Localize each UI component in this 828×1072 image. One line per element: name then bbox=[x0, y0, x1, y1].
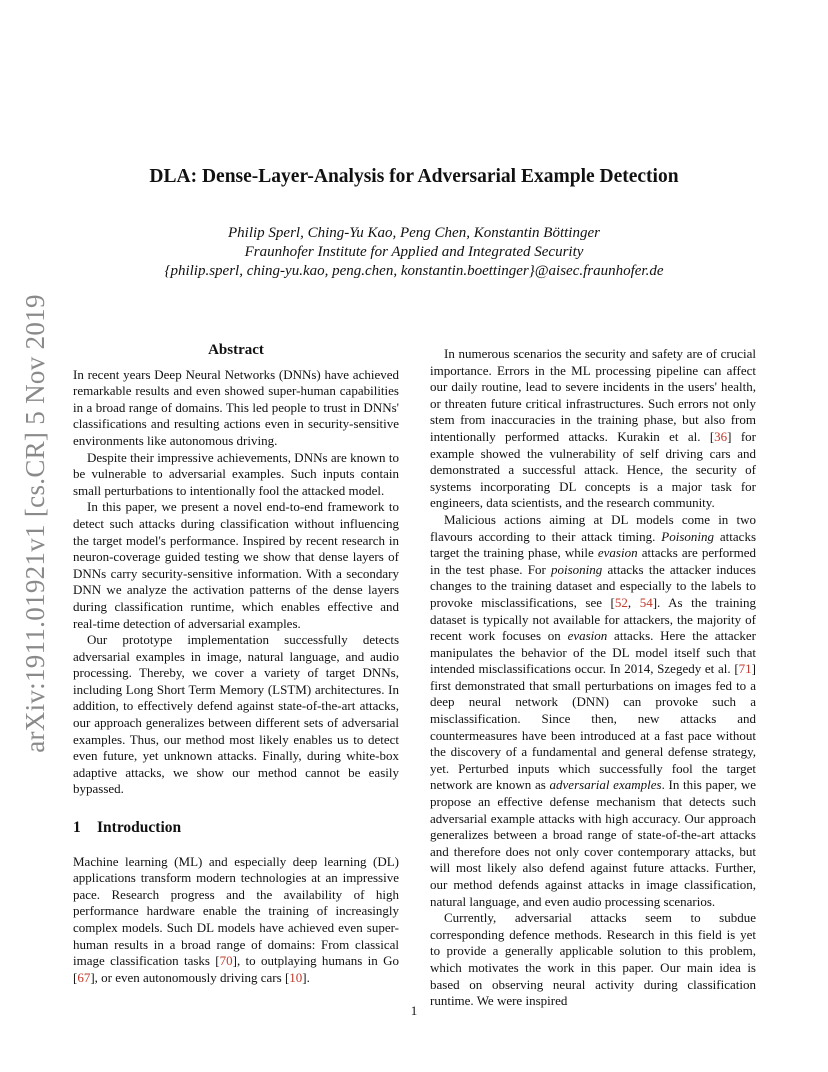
citation-link[interactable]: 10 bbox=[289, 969, 303, 985]
body-paragraph: Currently, adversarial attacks seem to subdue corresponding defence methods. Research in this field is yet to provide a generally applicable solution to this problem, which motivates the work in this paper. Our main idea is based on observing neural activity during classification runtime. We were inspired bbox=[430, 910, 756, 1009]
citation-link[interactable]: 52 bbox=[614, 594, 628, 610]
citation-link[interactable]: 36 bbox=[714, 428, 728, 444]
abstract-paragraph: In recent years Deep Neural Networks (DNNs) have achieved remarkable results and even showed super-human capabilities in a broad range of domains. This led people to trust in DNNs' classifications and resulting actions even in security-sensitive environments like autonomous driving. bbox=[73, 366, 399, 448]
section-number: 1 bbox=[73, 819, 81, 837]
left-column bbox=[73, 342, 399, 986]
abstract-heading: Abstract bbox=[208, 342, 264, 358]
author-affiliation: Fraunhofer Institute for Applied and Integrated Security bbox=[244, 244, 584, 260]
abstract-paragraph: Despite their impressive achievements, DNNs are known to be vulnerable to adversarial examples. Such inputs contain small perturbations to intentionally fool the attacked model. bbox=[73, 449, 399, 498]
abstract-paragraph: In this paper, we present a novel end-to-end framework to detect such attacks during classification without influencing the target model's performance. Inspired by recent research in neuron-coverage guided testing we show that dense layers of DNNs carry security-sensitive information. With a secondary DNN we analyze the activation patterns of the dense layers during classification runtime, which enables effective and real-time detection of adversarial examples. bbox=[73, 499, 399, 631]
arxiv-identifier-text: arXiv:1911.01921v1 [cs.CR] 5 Nov 2019 bbox=[19, 293, 50, 753]
section-title: Introduction bbox=[97, 819, 182, 837]
citation-link[interactable]: 71 bbox=[738, 661, 752, 677]
body-paragraph: Malicious actions aiming at DL models come in two flavours according to their attack timing. Poisoning attacks target the training phase, while evasion attacks are performed in the test phase. For poisoning attacks the attacker induces changes to the training dataset and especially to the labels to provoke misclassifications, see [52, 54]. As the training dataset is typically not available for attackers, the majority of recent work focuses on evasion attacks. Here the attacker manipulates the behavior of the DL model itself such that intended misclassifications occur. In 2014, Szegedy et al. [71] first demonstrated that small perturbations on images fed to a deep neural network (DNN) can provoke such a misclassification. Since then, new attacks and countermeasures have been introduced at a fast pace without the discovery of a fundamental and general defense strategy, yet. Perturbed inputs which successfully fool the target network are known as adversarial examples. In this paper, we propose an effective defense mechanism that detects such adversarial example attacks with high accuracy. Our approach generalizes between a broad range of state-of-the-art attacks and therefore does not only cover contemporary attacks, but will most likely also defend against future attacks. Further, our method defends against attacks in image classification, natural language, and even audio processing scenarios. bbox=[430, 511, 757, 909]
arxiv-identifier-stamp bbox=[20, 288, 50, 758]
citation-link[interactable]: 70 bbox=[219, 953, 233, 969]
author-block bbox=[0, 224, 828, 281]
page-number: 1 bbox=[410, 1003, 418, 1018]
body-paragraph: In numerous scenarios the security and safety are of crucial importance. Errors in the ML processing pipeline can affect our daily routine, lead to severe incidents in the users' health, or threaten future critical infrastructures. Such errors not only stem from inaccuracies in the training phase, but also from intentionally performed attacks. Kurakin et al. [36] for example showed the vulnerability of self driving cars and demonstrated a successful attack. Hence, the security of systems incorporating DL concepts is a major task for engineers, data scientists, and the research community. bbox=[430, 346, 756, 511]
citation-link[interactable]: 67 bbox=[77, 969, 91, 985]
author-emails: {philip.sperl, ching-yu.kao, peng.chen, konstantin.boettinger}@aisec.fraunhofer.de bbox=[164, 263, 664, 279]
section-heading-introduction bbox=[73, 820, 399, 837]
paper-title: DLA: Dense-Layer-Analysis for Adversarial Example Detection bbox=[149, 166, 679, 187]
right-column bbox=[430, 346, 756, 1010]
author-names: Philip Sperl, Ching-Yu Kao, Peng Chen, Konstantin Böttinger bbox=[228, 225, 600, 241]
citation-link[interactable]: 54 bbox=[639, 594, 653, 610]
intro-paragraph: Machine learning (ML) and especially deep learning (DL) applications transform modern technologies at an impressive pace. Research progress and the availability of high performance hardware enable the training of increasingly complex models. Such DL models have achieved even super-human results in a broad range of domains: From classical image classification tasks [70], to outplaying humans in Go [67], or even autonomously driving cars [10]. bbox=[73, 853, 399, 985]
abstract-paragraph: Our prototype implementation successfully detects adversarial examples in image, natural language, and audio processing. Thereby, we cover a variety of target DNNs, including Long Short Term Memory (LSTM) architectures. In addition, to effectively defend against state-of-the-art attacks, our approach generalizes between different sets of adversarial examples. Thus, our method most likely enables us to detect even future, yet unknown attacks. Finally, during white-box adaptive attacks, we show our method cannot be easily bypassed. bbox=[73, 632, 399, 797]
